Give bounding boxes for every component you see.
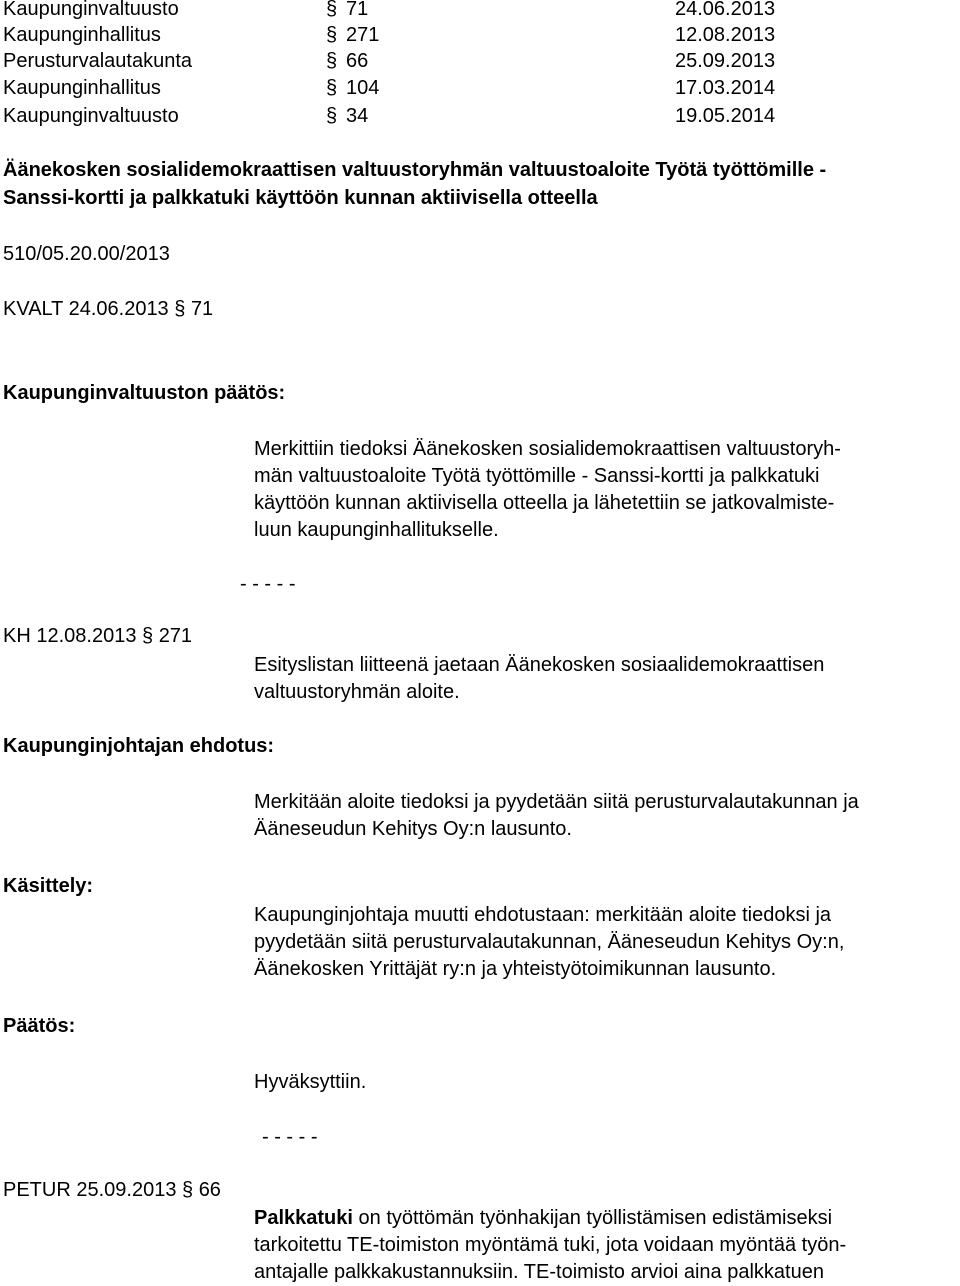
history-number: 66 [346,50,369,72]
kh-ref-text: KH 12.08.2013 [3,625,137,647]
history-section-sign: § [326,50,338,72]
history-organ: Perusturvalautakunta [3,50,193,72]
kvalt-separator: - - - - - [240,573,296,595]
kvalt-decision-heading: Kaupunginvaltuuston päätös: [3,382,286,404]
history-section-sign: § [326,24,338,46]
kh-decision-heading: Päätös: [3,1015,76,1037]
history-date: 25.09.2013 [675,50,776,72]
history-section-sign: § [326,0,338,20]
petur-ref-text: PETUR 25.09.2013 [3,1179,177,1201]
history-date: 19.05.2014 [675,105,776,127]
kh-proposal-text [254,789,960,843]
kh-section-sign: § [142,625,154,647]
petur-line: tarkoitettu TE-toimiston myöntämä tuki, jota voidaan myöntää työn- [254,1234,847,1256]
history-number: 71 [346,0,369,20]
history-row [3,22,161,49]
petur-section-number: 66 [198,1179,221,1201]
history-row [3,48,192,75]
kh-handling-heading: Käsittely: [3,875,94,897]
kh-proposal-line: Merkitään aloite tiedoksi ja pyydetään siitä perusturvalautakunnan ja [254,791,859,813]
kh-decision-text: Hyväksyttiin. [254,1071,367,1093]
kvalt-line: luun kaupunginhallitukselle. [254,519,499,541]
petur-line [254,1205,960,1232]
petur-text [254,1205,960,1286]
history-section-sign: § [326,105,338,127]
history-organ: Kaupunginhallitus [3,77,161,99]
kh-handling-line: pyydetään siitä perusturvalautakunnan, Ääneseudun Kehitys Oy:n, [254,931,845,953]
kvalt-line: käyttöön kunnan aktiivisella otteella ja lähetettiin se jatkovalmiste- [254,492,835,514]
history-organ: Kaupunginhallitus [3,24,161,46]
kvalt-ref-text: KVALT 24.06.2013 [3,298,169,320]
kh-handling-line: Äänekosken Yrittäjät ry:n ja yhteistyötoimikunnan lausunto. [254,958,777,980]
petur-line1-rest: on työttömän työnhakijan työllistämisen edistämiseksi [352,1207,833,1229]
history-date: 17.03.2014 [675,77,776,99]
history-date: 12.08.2013 [675,24,776,46]
petur-line: antajalle palkkakustannuksiin. TE-toimisto arvioi aina palkkatuen [254,1261,824,1283]
kvalt-section-sign: § [174,298,186,320]
history-number: 271 [346,24,380,46]
kh-handling-text [254,902,960,983]
petur-reference [3,1177,221,1204]
kh-intro-line: Esityslistan liitteenä jaetaan Äänekosken sosiaalidemokraattisen [254,654,825,676]
kvalt-reference [3,296,213,323]
document-title-line1: Äänekosken sosialidemokraattisen valtuustoryhmän valtuustoaloite Työtä työttömille - [3,159,827,181]
kh-proposal-line: Ääneseudun Kehitys Oy:n lausunto. [254,818,572,840]
history-number: 104 [346,77,380,99]
kvalt-section-number: 71 [190,298,214,320]
petur-section-sign: § [182,1179,194,1201]
diary-number: 510/05.20.00/2013 [3,243,170,265]
kh-intro-line: valtuustoryhmän aloite. [254,681,460,703]
history-organ: Kaupunginvaltuusto [3,0,179,20]
kh-intro-text [254,652,960,706]
history-row [3,0,179,23]
kvalt-line: Merkittiin tiedoksi Äänekosken sosialidemokraattisen valtuustoryh- [254,438,841,460]
petur-term: Palkkatuki [254,1207,353,1229]
kvalt-line: män valtuustoaloite Työtä työttömille - Sanssi-kortti ja palkkatuki [254,465,820,487]
kh-separator: - - - - - [262,1126,318,1148]
kh-section-number: 271 [158,625,193,647]
kh-reference [3,623,192,650]
history-section-sign: § [326,77,338,99]
kh-proposal-heading: Kaupunginjohtajan ehdotus: [3,735,275,757]
history-number: 34 [346,105,369,127]
kvalt-decision-text [254,436,960,544]
history-row [3,103,179,130]
history-date: 24.06.2013 [675,0,776,20]
kh-handling-line: Kaupunginjohtaja muutti ehdotustaan: merkitään aloite tiedoksi ja [254,904,832,926]
document-title-line2: Sanssi-kortti ja palkkatuki käyttöön kunnan aktiivisella otteella [3,187,598,209]
history-organ: Kaupunginvaltuusto [3,105,179,127]
history-row [3,75,161,102]
